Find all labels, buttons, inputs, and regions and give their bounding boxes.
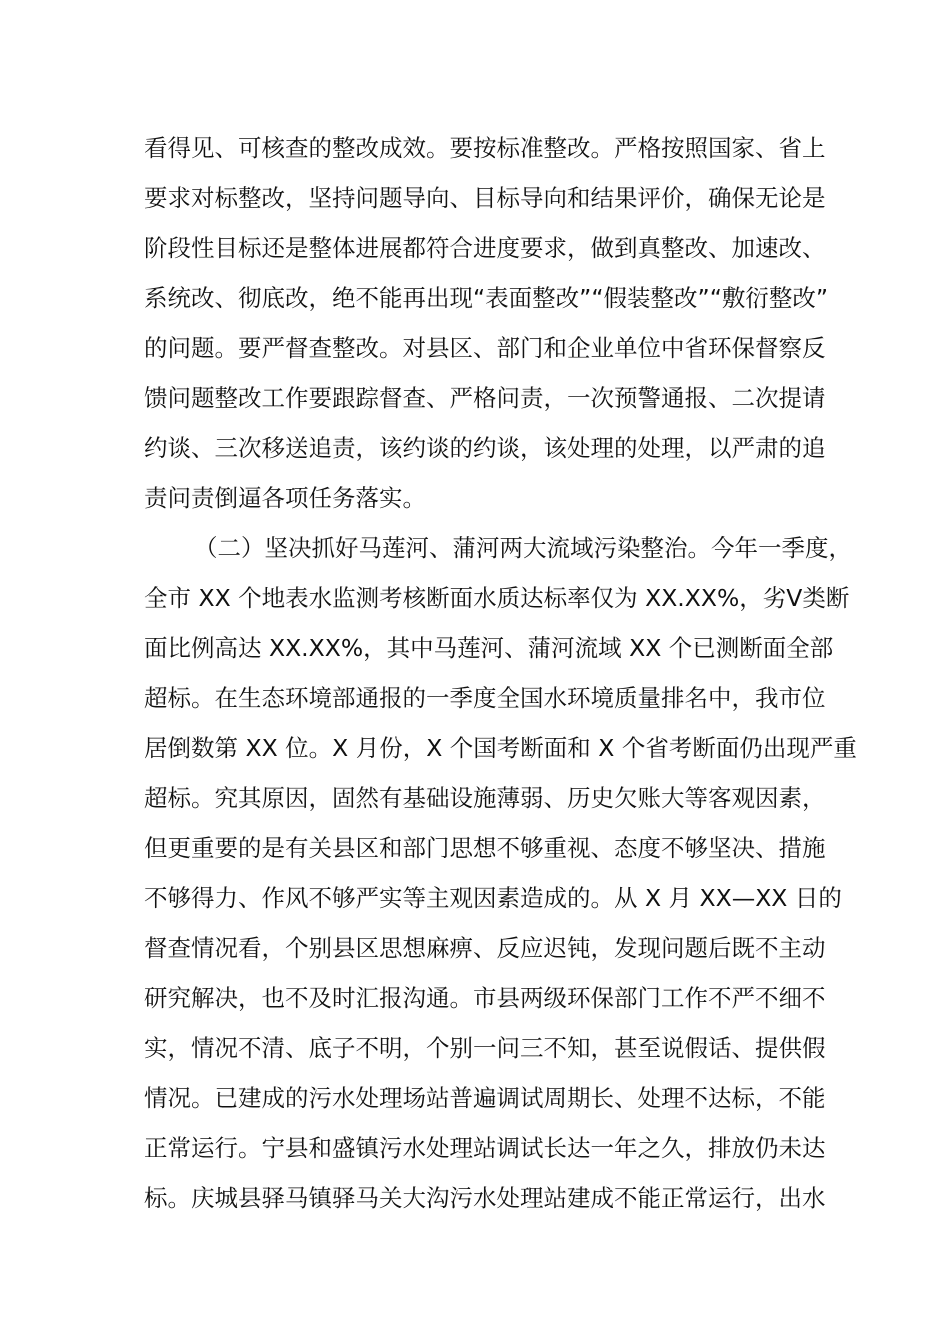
text-line: 责问责倒逼各项任务落实。	[144, 484, 426, 512]
text-line: 系统改、彻底改，绝不能再出现“表面整改”“假装整改”“敷衍整改”	[144, 284, 829, 312]
text-line: 超标。究其原因，固然有基础设施薄弱、历史欠账大等客观因素，	[144, 784, 826, 812]
text-line: 标。庆城县驿马镇驿马关大沟污水处理站建成不能正常运行，出水	[144, 1184, 826, 1212]
text-line: 居倒数第 XX 位。X 月份，X 个国考断面和 X 个省考断面仍出现严重	[144, 734, 857, 762]
text-line: 研究解决，也不及时汇报沟通。市县两级环保部门工作不严不细不	[144, 984, 826, 1012]
text-line: 要求对标整改，坚持问题导向、目标导向和结果评价，确保无论是	[144, 184, 826, 212]
text-line: 但更重要的是有关县区和部门思想不够重视、态度不够坚决、措施	[144, 834, 826, 862]
text-line: 实，情况不清、底子不明，个别一问三不知，甚至说假话、提供假	[144, 1034, 826, 1062]
section-heading-line: （二）坚决抓好马莲河、蒲河两大流域污染整治。今年一季度，	[194, 534, 852, 562]
text-line: 全市 XX 个地表水监测考核断面水质达标率仅为 XX.XX%，劣V类断	[144, 584, 850, 612]
text-line: 正常运行。宁县和盛镇污水处理站调试长达一年之久，排放仍未达	[144, 1134, 826, 1162]
text-line: 超标。在生态环境部通报的一季度全国水环境质量排名中，我市位	[144, 684, 826, 712]
text-line: 督查情况看，个别县区思想麻痹、反应迟钝，发现问题后既不主动	[144, 934, 826, 962]
text-line: 阶段性目标还是整体进展都符合进度要求，做到真整改、加速改、	[144, 234, 826, 262]
text-line: 的问题。要严督查整改。对县区、部门和企业单位中省环保督察反	[144, 334, 826, 362]
text-line: 不够得力、作风不够严实等主观因素造成的。从 X 月 XX—XX 日的	[144, 884, 842, 912]
text-line: 面比例高达 XX.XX%，其中马莲河、蒲河流域 XX 个已测断面全部	[144, 634, 834, 662]
text-line: 约谈、三次移送追责，该约谈的约谈，该处理的处理，以严肃的追	[144, 434, 826, 462]
text-line: 馈问题整改工作要跟踪督查、严格问责，一次预警通报、二次提请	[144, 384, 826, 412]
text-line: 看得见、可核查的整改成效。要按标准整改。严格按照国家、省上	[144, 134, 826, 162]
text-line: 情况。已建成的污水处理场站普遍调试周期长、处理不达标，不能	[144, 1084, 826, 1112]
